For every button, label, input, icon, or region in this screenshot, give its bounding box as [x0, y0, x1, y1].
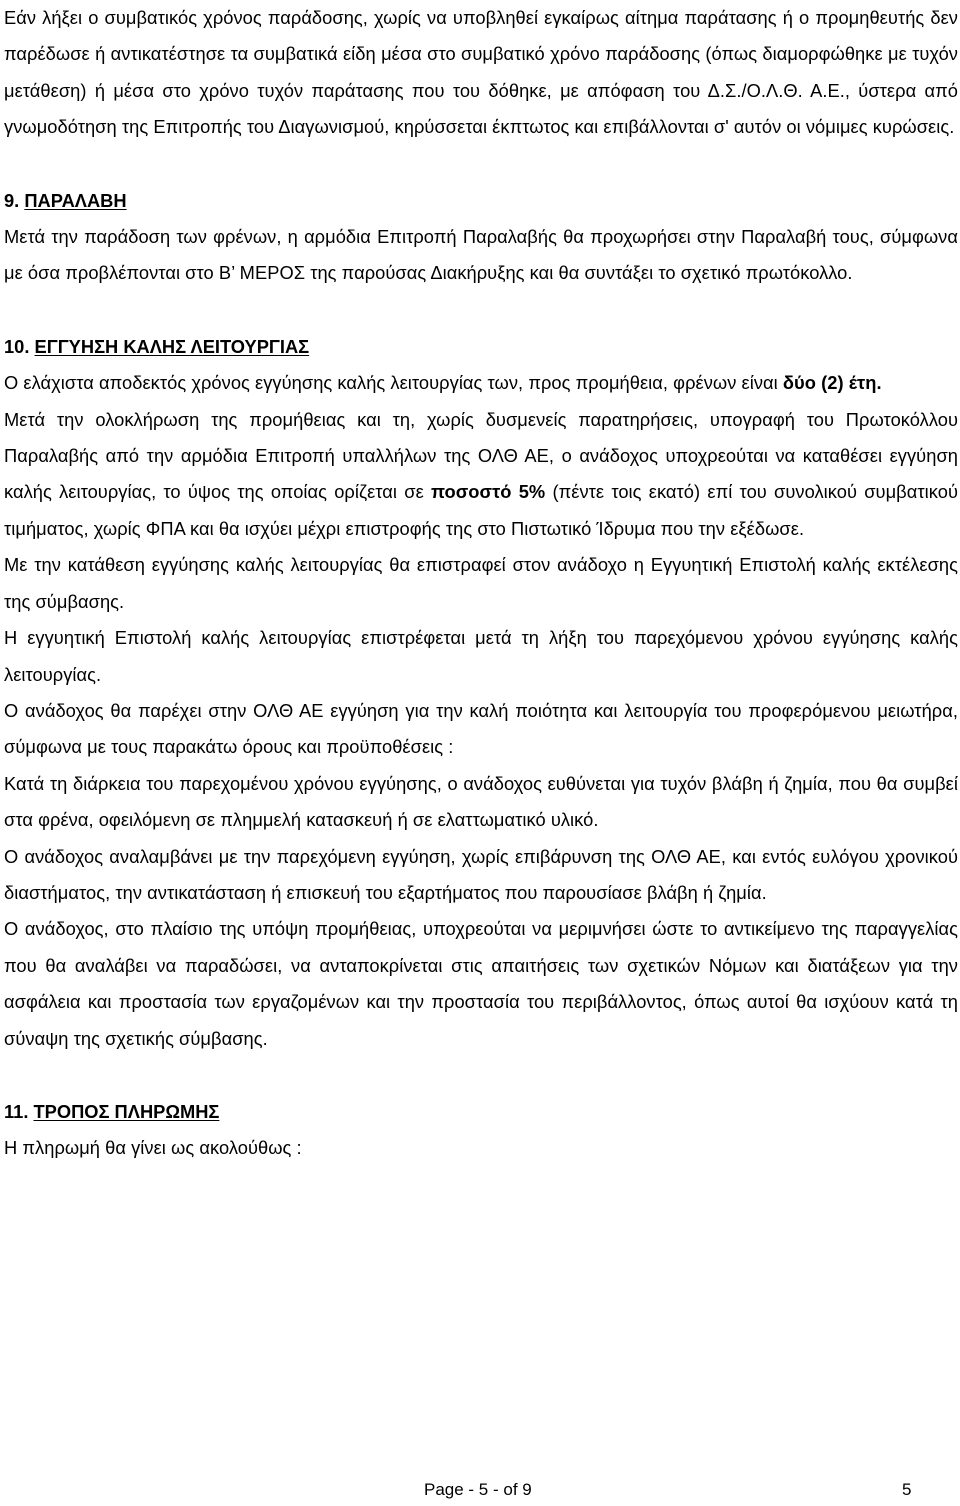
section-9-heading [4, 183, 958, 219]
section-11-body: Η πληρωμή θα γίνει ως ακολούθως : [4, 1137, 302, 1159]
paragraph-text: Μετά την ολοκλήρωση της προμήθειας και τη, χωρίς δυσμενείς παρατηρήσεις, υπογραφή του Πρωτοκόλλου Παραλαβής από την αρμόδια Επιτροπή υπαλλήλων της ΟΛΘ ΑΕ, ο ανάδοχος υποχρεούται να καταθέσει εγγύηση καλής λειτουργίας, το ύψος της οποίας ορίζεται σε [4, 408, 958, 503]
document-body [4, 0, 958, 1167]
section-title: ΠΑΡΑΛΑΒΗ [24, 189, 127, 211]
section-number: 9. [4, 189, 20, 211]
section-10-paragraph-3: Με την κατάθεση εγγύησης καλής λειτουργίας θα επιστραφεί στον ανάδοχο η Εγγυητική Επιστολή καλής εκτέλεσης της σύμβασης. [4, 554, 958, 612]
spacer [4, 292, 958, 329]
intro-paragraph: Εάν λήξει ο συμβατικός χρόνος παράδοσης, χωρίς να υποβληθεί εγκαίρως αίτημα παράτασης ή ο προμηθευτής δεν παρέδωσε ή αντικατέστησε τα συμβατικά είδη μέσα στο συμβατικό χρόνο παράδοσης (όπως διαμορφώθηκε με τυχόν μετάθεση) ή μέσα στο χρόνο τυχόν παράτασης που του δόθηκε, με απόφαση του Δ.Σ./Ο.Λ.Θ. Α.Ε., ύστερα από γνωμοδότηση της Επιτροπής του Διαγωνισμού, κηρύσσεται έκπτωτος και επιβάλλονται σ' αυτόν οι νόμιμες κυρώσεις. [4, 7, 958, 138]
section-10-paragraph-2 [4, 402, 958, 548]
section-11-heading [4, 1094, 958, 1130]
section-10-paragraph-1 [4, 365, 958, 401]
warranty-period: δύο (2) έτη. [782, 372, 882, 394]
section-10-paragraph-8: Ο ανάδοχος, στο πλαίσιο της υπόψη προμήθειας, υποχρεούται να μεριμνήσει ώστε το αντικείμενο της παραγγελίας που θα αναλάβει να παραδώσει, να ανταποκρίνεται στις απαιτήσεις των σχετικών Νόμων και διατάξεων για την ασφάλεια και προστασία των εργαζομένων και την προστασία του περιβάλλοντος, όπως αυτοί θα ισχύουν κατά τη σύναψη της σχετικής σύμβασης. [4, 918, 958, 1049]
page-label: Page - 5 - of 9 [424, 1480, 532, 1499]
paragraph-text: Ο ελάχιστα αποδεκτός χρόνος εγγύησης καλής λειτουργίας των, προς προμήθεια, φρένων είναι [4, 372, 783, 394]
section-10-heading [4, 329, 958, 365]
section-title: ΕΓΓΥΗΣΗ ΚΑΛΗΣ ΛΕΙΤΟΥΡΓΙΑΣ [34, 335, 310, 357]
spacer [4, 1057, 958, 1094]
section-10-paragraph-5: Ο ανάδοχος θα παρέχει στην ΟΛΘ ΑΕ εγγύηση για την καλή ποιότητα και λειτουργία του προφερόμενου μειωτήρα, σύμφωνα με τους παρακάτω όρους και προϋποθέσεις : [4, 699, 958, 758]
section-10-paragraph-6: Κατά τη διάρκεια του παρεχομένου χρόνου εγγύησης, ο ανάδοχος ευθύνεται για τυχόν βλάβη ή ζημία, που θα συμβεί στα φρένα, οφειλόμενη σε πλημμελή κατασκευή ή σε ελαττωματικό υλικό. [4, 772, 958, 831]
section-number: 11. [4, 1100, 29, 1122]
section-10-paragraph-7: Ο ανάδοχος αναλαμβάνει με την παρεχόμενη εγγύηση, χωρίς επιβάρυνση της ΟΛΘ ΑΕ, και εντός ευλόγου χρονικού διαστήματος, την αντικατάσταση ή επισκευή του εξαρτήματος που παρουσίασε βλάβη ή ζημία. [4, 845, 958, 903]
section-9-body: Μετά την παράδοση των φρένων, η αρμόδια Επιτροπή Παραλαβής θα προχωρήσει στην Παραλαβή τους, σύμφωνα με όσα προβλέπονται στο Β’ ΜΕΡΟΣ της παρούσας Διακήρυξης και θα συντάξει το σχετικό πρωτόκολλο. [4, 226, 958, 284]
section-title: ΤΡΟΠΟΣ ΠΛΗΡΩΜΗΣ [33, 1100, 220, 1122]
spacer [4, 146, 958, 183]
page-footer [0, 1478, 960, 1506]
section-10-paragraph-4: Η εγγυητική Επιστολή καλής λειτουργίας επιστρέφεται μετά τη λήξη του παρεχόμενου χρόνου εγγύησης καλής λειτουργίας. [4, 627, 958, 685]
paragraph-text: (πέντε τοις εκατό) επί του συνολικού συμβατικού τιμήματος, χωρίς ΦΠΑ και θα ισχύει μέχρι επιστροφής της στο Πιστωτικό Ίδρυμα που την εξέδωσε. [4, 481, 958, 539]
page-number: 5 [902, 1480, 912, 1499]
warranty-percentage: ποσοστό 5% [431, 481, 546, 503]
section-number: 10. [4, 335, 30, 357]
